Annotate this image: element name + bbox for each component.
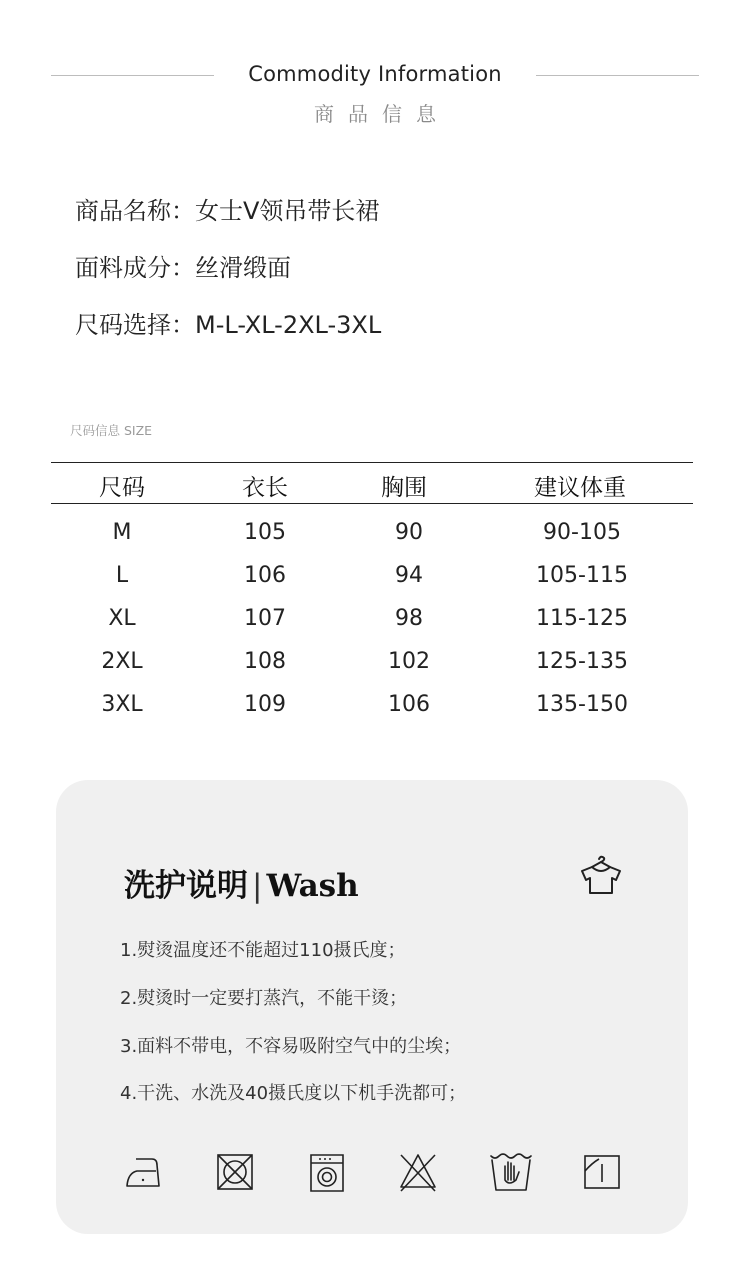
- info-label: 商品名称：: [75, 197, 195, 225]
- hand-wash-icon: [488, 1150, 534, 1194]
- wash-instruction: 1.熨烫温度还不能超过110摄氏度；: [120, 940, 406, 961]
- info-row-fabric: [75, 248, 291, 283]
- info-value: 女士V领吊带长裙: [195, 197, 380, 225]
- washing-machine-icon: [307, 1151, 349, 1193]
- cell-weight: 135-150: [536, 692, 628, 717]
- info-label: 面料成分：: [75, 254, 195, 282]
- shirt-on-hanger-icon: [578, 853, 624, 897]
- cell-bust: 90: [395, 520, 423, 545]
- info-value: 丝滑缎面: [195, 254, 291, 282]
- no-bleach-icon: [397, 1151, 439, 1193]
- table-header-length: 衣长: [242, 475, 288, 501]
- section-title-en: Commodity Information: [248, 62, 502, 86]
- cell-size: 3XL: [101, 692, 143, 717]
- info-value: M-L-XL-2XL-3XL: [195, 311, 382, 339]
- cell-bust: 98: [395, 606, 423, 631]
- table-header-size: 尺码: [99, 475, 145, 501]
- no-tumble-dry-icon: [215, 1152, 255, 1192]
- wash-title: [124, 860, 359, 905]
- cell-size: XL: [108, 606, 136, 631]
- wash-instruction: 4.干洗、水洗及40摄氏度以下机手洗都可；: [120, 1083, 467, 1104]
- table-top-rule: [51, 462, 693, 463]
- cell-length: 108: [244, 649, 286, 674]
- cell-weight: 115-125: [536, 606, 628, 631]
- cell-size: M: [112, 520, 132, 545]
- cell-length: 107: [244, 606, 286, 631]
- cell-bust: 102: [388, 649, 430, 674]
- cell-bust: 94: [395, 563, 423, 588]
- size-table-caption: 尺码信息 SIZE: [70, 423, 153, 438]
- cell-size: L: [115, 563, 129, 588]
- cell-bust: 106: [388, 692, 430, 717]
- cell-length: 105: [244, 520, 286, 545]
- cell-weight: 90-105: [543, 520, 621, 545]
- wash-title-separator: |: [252, 868, 263, 904]
- wash-title-cn: 洗护说明: [124, 868, 248, 904]
- wash-instruction: 3.面料不带电，不容易吸附空气中的尘埃；: [120, 1036, 462, 1057]
- cell-length: 109: [244, 692, 286, 717]
- table-header-weight: 建议体重: [534, 475, 626, 501]
- line-dry-icon: [582, 1153, 622, 1191]
- info-label: 尺码选择：: [75, 311, 195, 339]
- cell-length: 106: [244, 563, 286, 588]
- table-header-bust: 胸围: [381, 475, 427, 501]
- wash-title-en: Wash: [266, 868, 359, 904]
- iron-icon: [124, 1154, 162, 1190]
- section-title-cn: 商品信息: [314, 102, 450, 126]
- cell-size: 2XL: [101, 649, 143, 674]
- wash-instruction: 2.熨烫时一定要打蒸汽，不能干烫；: [120, 988, 408, 1009]
- cell-weight: 105-115: [536, 563, 628, 588]
- cell-weight: 125-135: [536, 649, 628, 674]
- info-row-name: [75, 191, 379, 226]
- table-header-rule: [51, 503, 693, 504]
- info-row-size: [75, 305, 381, 340]
